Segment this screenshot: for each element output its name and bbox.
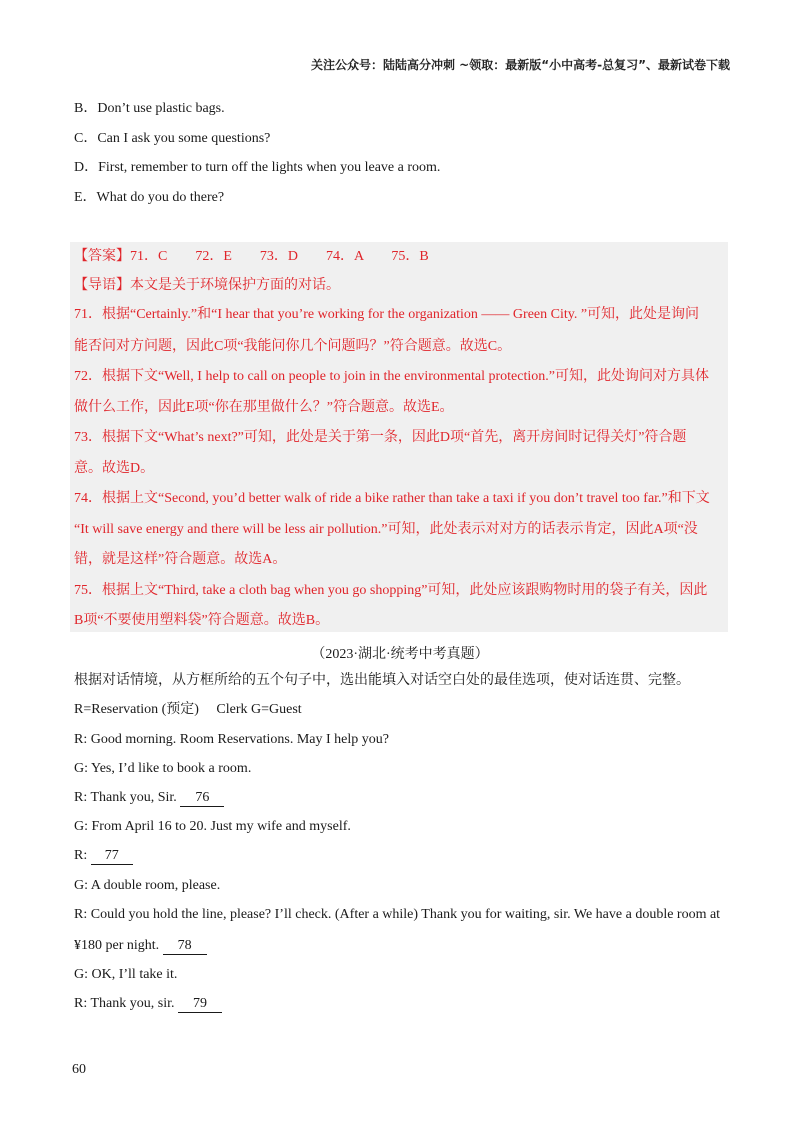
blank-78: 78: [163, 938, 207, 955]
question-source: （2023·湖北·统考中考真题）: [311, 647, 489, 662]
answer-key: 【答案】71．C 72．E 73．D 74．A 75．B: [74, 249, 429, 264]
dialogue-line: G: A double room, please.: [74, 878, 221, 893]
dialogue-line: G: OK, I’ll take it.: [74, 967, 178, 982]
explanation-line: 74．根据上文“Second, you’d better walk of ride a bike rather than take a taxi if you don’t travel too far.”和下文: [74, 491, 710, 506]
explanation-line: 意。故选D。: [74, 461, 155, 476]
dialogue-line: [74, 789, 224, 807]
explanation-line: B项“不要使用塑料袋”符合题意。故选B。: [74, 613, 330, 628]
page-header: 关注公众号：陆陆高分冲刺 ~领取：最新版“小中高考-总复习”、最新试卷下载: [311, 58, 730, 72]
explanation-line: 能否问对方问题，因此C项“我能问你几个问题吗？”符合题意。故选C。: [74, 339, 512, 354]
answer-intro: 【导语】本文是关于环境保护方面的对话。: [74, 278, 340, 293]
dialogue-line: R: Good morning. Room Reservations. May I help you?: [74, 732, 389, 747]
dialogue-text: R: Thank you, sir.: [74, 996, 178, 1011]
explanation-line: 73．根据下文“What’s next?”可知，此处是关于第一条，因此D项“首先，离开房间时记得关灯”符合题: [74, 430, 687, 445]
page-number: 60: [72, 1062, 86, 1077]
dialogue-line: R: Could you hold the line, please? I’ll check. (After a while) Thank you for waiting, sir. We have a double room at: [74, 907, 721, 922]
explanation-line: 72．根据下文“Well, I help to call on people to join in the environmental protection.”可知，此处询问对方具体: [74, 369, 709, 384]
dialogue-line: [74, 847, 133, 865]
explanation-line: 错，就是这样”符合题意。故选A。: [74, 552, 287, 567]
explanation-line: 75．根据上文“Third, take a cloth bag when you go shopping”可知，此处应该跟购物时用的袋子有关，因此: [74, 583, 708, 598]
dialogue-legend: R=Reservation (预定) Clerk G=Guest: [74, 702, 302, 717]
explanation-line: 71．根据“Certainly.”和“I hear that you’re working for the organization —— Green City. ”可知，此处是询问: [74, 307, 700, 322]
dialogue-line: [74, 995, 222, 1013]
explanation-line: “It will save energy and there will be less air pollution.”可知，此处表示对对方的话表示肯定，因此A项“没: [74, 522, 698, 537]
option-d: D．First, remember to turn off the lights when you leave a room.: [74, 160, 441, 175]
answer-section: [70, 242, 728, 632]
dialogue-text: R: Thank you, Sir.: [74, 790, 181, 805]
option-b: B．Don’t use plastic bags.: [74, 101, 225, 116]
option-c: C．Can I ask you some questions?: [74, 131, 271, 146]
dialogue-line: G: Yes, I’d like to book a room.: [74, 761, 252, 776]
blank-77: 77: [91, 848, 133, 865]
blank-79: 79: [178, 996, 222, 1013]
blank-76: 76: [180, 790, 224, 807]
dialogue-line: [74, 937, 207, 955]
dialogue-text: ¥180 per night.: [74, 938, 163, 953]
dialogue-line: G: From April 16 to 20. Just my wife and myself.: [74, 819, 351, 834]
explanation-line: 做什么工作，因此E项“你在那里做什么？”符合题意。故选E。: [74, 400, 454, 415]
option-e: E．What do you do there?: [74, 190, 225, 205]
instruction: 根据对话情境，从方框所给的五个句子中，选出能填入对话空白处的最佳选项，使对话连贯、完整。: [74, 673, 690, 688]
dialogue-text: R:: [74, 848, 91, 863]
